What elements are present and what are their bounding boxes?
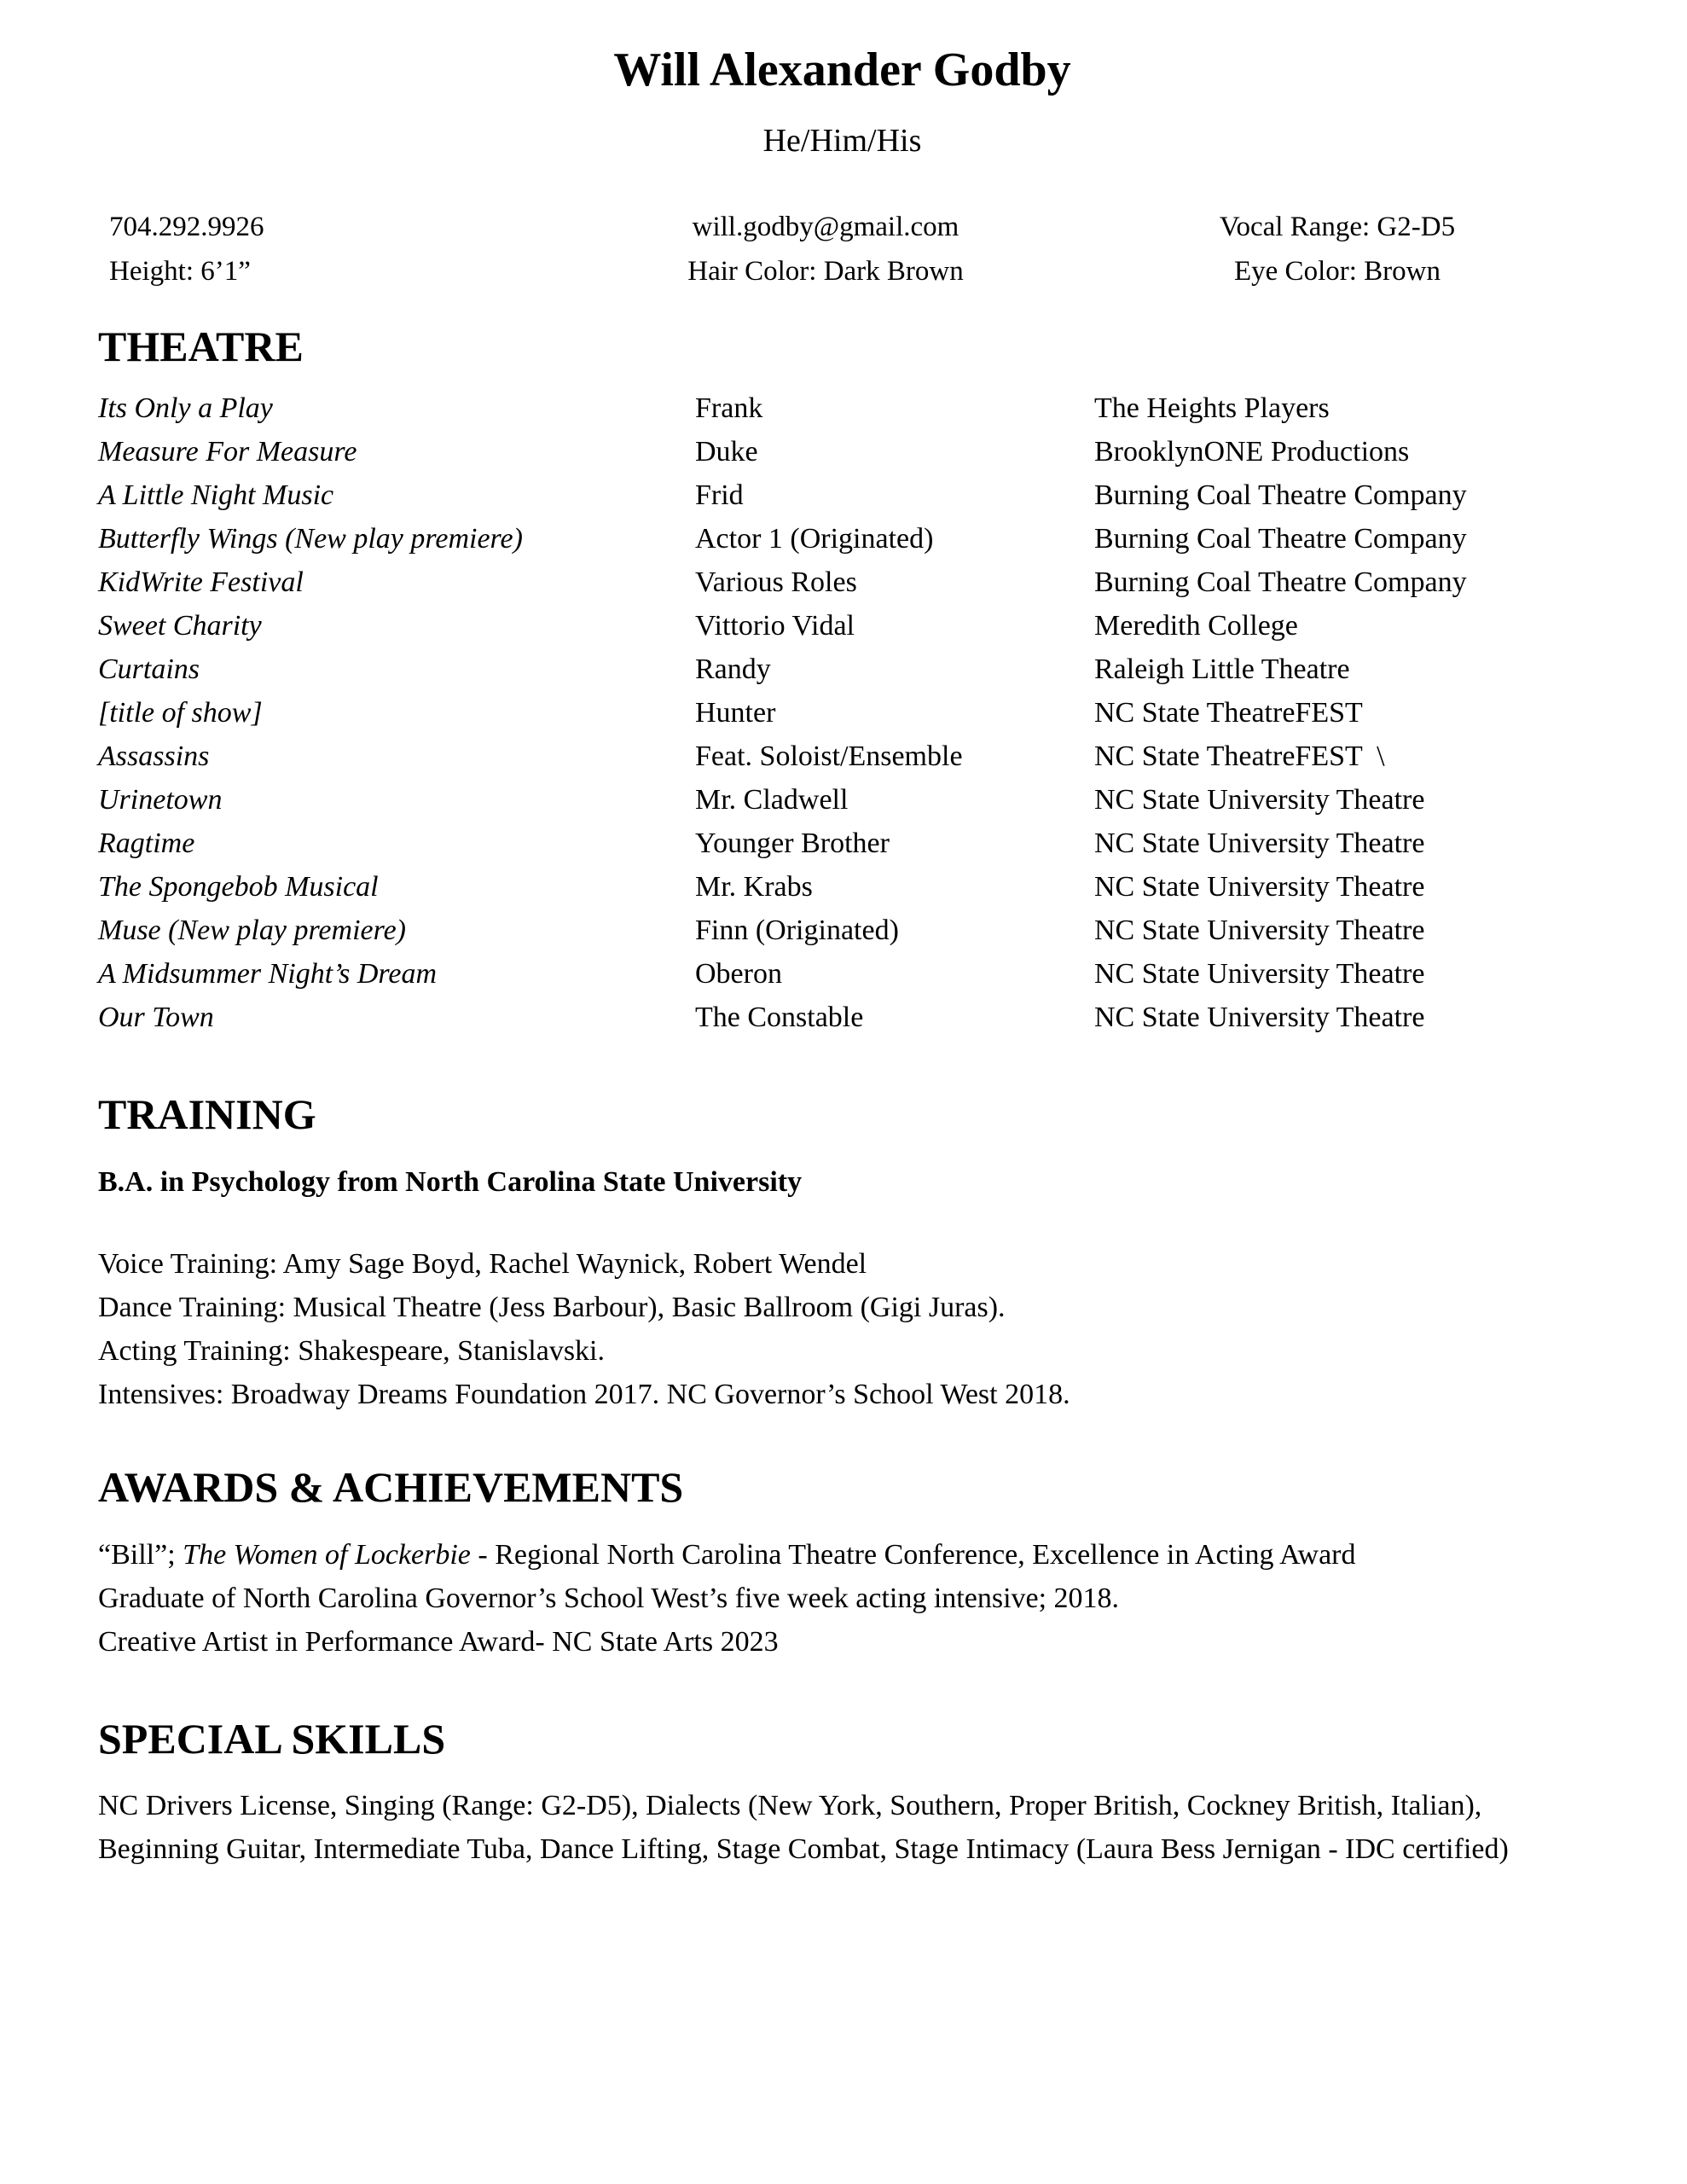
table-row	[98, 604, 1586, 648]
company-cell: Burning Coal Theatre Company	[1094, 523, 1467, 555]
company-cell: NC State University Theatre	[1094, 1002, 1425, 1033]
eye-color-text: Eye Color: Brown	[1234, 256, 1441, 287]
awards-lines	[98, 1533, 1586, 1664]
hair-color-text: Hair Color: Dark Brown	[687, 256, 964, 287]
table-row	[98, 778, 1586, 822]
show-title-cell: Urinetown	[98, 784, 223, 816]
company-cell: Burning Coal Theatre Company	[1094, 566, 1467, 598]
show-title-cell: KidWrite Festival	[98, 566, 304, 598]
section-heading-theatre: THEATRE	[98, 322, 304, 370]
show-title-cell: Ragtime	[98, 828, 195, 859]
role-cell: Finn (Originated)	[695, 915, 899, 946]
table-row	[98, 952, 1586, 996]
company-cell: NC State University Theatre	[1094, 871, 1425, 903]
pronouns-text: He/Him/His	[762, 123, 922, 159]
page-title: Will Alexander Godby	[613, 44, 1071, 96]
company-cell: Meredith College	[1094, 610, 1298, 642]
show-title-cell: The Spongebob Musical	[98, 871, 379, 903]
show-title-cell: Butterfly Wings (New play premiere)	[98, 523, 523, 555]
award-line-creative-artist: Creative Artist in Performance Award- NC State Arts 2023	[98, 1626, 779, 1658]
section-heading-training: TRAINING	[98, 1090, 316, 1138]
role-cell: Hunter	[695, 697, 776, 729]
company-cell: BrooklynONE Productions	[1094, 436, 1410, 468]
show-title-cell: A Little Night Music	[98, 479, 334, 511]
table-row	[98, 909, 1586, 952]
phone-text: 704.292.9926	[109, 212, 264, 242]
training-line-intensives: Intensives: Broadway Dreams Foundation 2017. NC Governor’s School West 2018.	[98, 1379, 1070, 1410]
height-text: Height: 6’1”	[109, 256, 251, 287]
role-cell: The Constable	[695, 1002, 864, 1033]
training-lines	[98, 1242, 1586, 1416]
show-title-cell: Measure For Measure	[98, 436, 357, 468]
role-cell: Randy	[695, 653, 771, 685]
award-show-title: The Women of Lockerbie	[183, 1539, 471, 1571]
section-heading-awards: AWARDS & ACHIEVEMENTS	[98, 1463, 684, 1511]
role-cell: Feat. Soloist/Ensemble	[695, 741, 963, 772]
company-cell: NC State University Theatre	[1094, 958, 1425, 990]
training-line-dance: Dance Training: Musical Theatre (Jess Barbour), Basic Ballroom (Gigi Juras).	[98, 1292, 1006, 1323]
show-title-cell: Our Town	[98, 1002, 214, 1033]
degree-text: B.A. in Psychology from North Carolina State University	[98, 1166, 803, 1198]
show-title-cell: Its Only a Play	[98, 392, 273, 424]
role-cell: Duke	[695, 436, 758, 468]
theatre-table	[98, 386, 1586, 1039]
table-row	[98, 648, 1586, 691]
training-line-acting: Acting Training: Shakespeare, Stanislavski.	[98, 1335, 606, 1367]
role-cell: Vittorio Vidal	[695, 610, 855, 642]
company-cell: Raleigh Little Theatre	[1094, 653, 1350, 685]
table-row	[98, 865, 1586, 909]
award-line-governors-school: Graduate of North Carolina Governor’s School West’s five week acting intensive; 2018.	[98, 1583, 1120, 1614]
table-row	[98, 735, 1586, 778]
award-line-prefix: “Bill”;	[98, 1539, 183, 1571]
table-row	[98, 473, 1586, 517]
role-cell: Oberon	[695, 958, 782, 990]
table-row	[98, 822, 1586, 865]
table-row	[98, 517, 1586, 561]
award-line-suffix: - Regional North Carolina Theatre Conference, Excellence in Acting Award	[470, 1539, 1356, 1571]
table-row	[98, 996, 1586, 1039]
role-cell: Frank	[695, 392, 763, 424]
training-line-voice: Voice Training: Amy Sage Boyd, Rachel Waynick, Robert Wendel	[98, 1248, 867, 1280]
show-title-cell: Curtains	[98, 653, 200, 685]
role-cell: Actor 1 (Originated)	[695, 523, 934, 555]
company-cell: Burning Coal Theatre Company	[1094, 479, 1467, 511]
role-cell: Various Roles	[695, 566, 857, 598]
company-cell: NC State University Theatre	[1094, 784, 1425, 816]
role-cell: Frid	[695, 479, 744, 511]
role-cell: Mr. Cladwell	[695, 784, 849, 816]
contact-block	[109, 205, 1586, 293]
company-cell: NC State TheatreFEST	[1094, 697, 1363, 729]
company-cell: NC State TheatreFEST \	[1094, 741, 1385, 772]
table-row	[98, 691, 1586, 735]
table-row	[98, 386, 1586, 430]
company-cell: NC State University Theatre	[1094, 828, 1425, 859]
show-title-cell: Sweet Charity	[98, 610, 262, 642]
table-row	[98, 430, 1586, 473]
email-text: will.godby@gmail.com	[692, 212, 959, 242]
role-cell: Younger Brother	[695, 828, 890, 859]
show-title-cell: A Midsummer Night’s Dream	[98, 958, 437, 990]
vocal-range-text: Vocal Range: G2-D5	[1219, 212, 1456, 242]
company-cell: The Heights Players	[1094, 392, 1330, 424]
award-line-lockerbie	[98, 1533, 1586, 1577]
section-heading-special-skills: SPECIAL SKILLS	[98, 1715, 446, 1763]
skills-paragraph: NC Drivers License, Singing (Range: G2-D5), Dialects (New York, Southern, Proper British, Cockney British, Italian), Beginning Guitar, Intermediate Tuba, Dance Lifting, Stage Combat, Stage Intimacy (Laura Bess Jernigan - IDC certified)	[98, 1790, 1509, 1865]
show-title-cell: Muse (New play premiere)	[98, 915, 406, 946]
table-row	[98, 561, 1586, 604]
role-cell: Mr. Krabs	[695, 871, 813, 903]
company-cell: NC State University Theatre	[1094, 915, 1425, 946]
show-title-cell: [title of show]	[98, 697, 263, 729]
show-title-cell: Assassins	[98, 741, 210, 772]
